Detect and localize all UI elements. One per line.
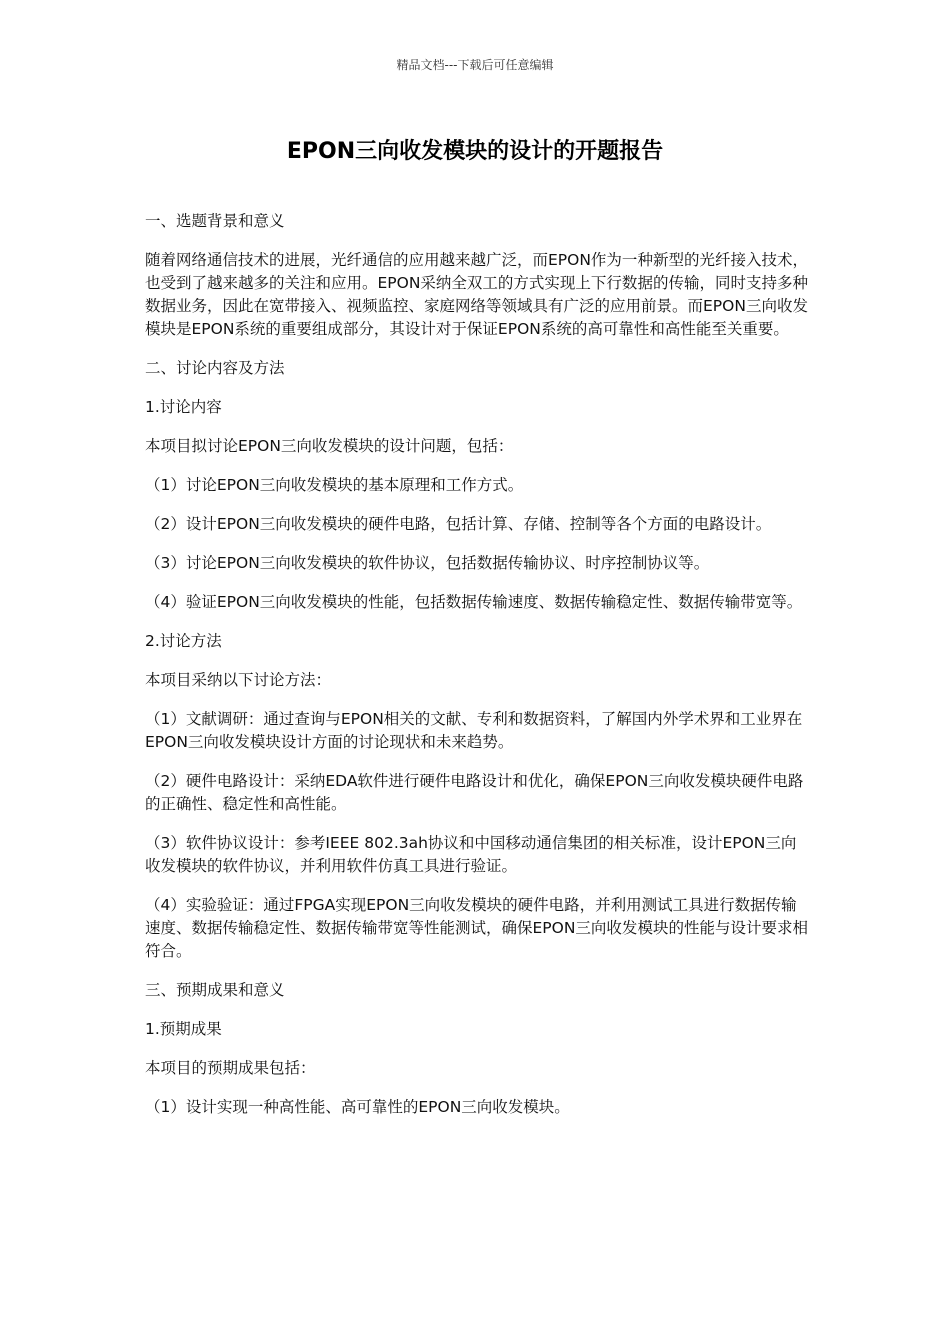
paragraph-research-intro: 本项目拟讨论EPON三向收发模块的设计问题，包括： xyxy=(145,437,514,455)
section-heading-outcomes: 三、预期成果和意义 xyxy=(145,981,285,999)
section-heading-research: 二、讨论内容及方法 xyxy=(145,359,285,377)
subheading-research-content: 1.讨论内容 xyxy=(145,398,222,416)
list-item: （4）实验验证：通过FPGA实现EPON三向收发模块的硬件电路，并利用测试工具进行数据传输速度、数据传输稳定性、数据传输带宽等性能测试，确保EPON三向收发模块的性能与设计要求相符合。 xyxy=(145,896,808,960)
list-item: （1）讨论EPON三向收发模块的基本原理和工作方式。 xyxy=(145,476,524,494)
list-item: （3）讨论EPON三向收发模块的软件协议，包括数据传输协议、时序控制协议等。 xyxy=(145,554,710,572)
list-item: （1）设计实现一种高性能、高可靠性的EPON三向收发模块。 xyxy=(145,1098,570,1116)
document-title: EPON三向收发模块的设计的开题报告 xyxy=(286,139,664,164)
subheading-research-method: 2.讨论方法 xyxy=(145,632,222,650)
list-item: （3）软件协议设计：参考IEEE 802.3ah协议和中国移动通信集团的相关标准，设计EPON三向收发模块的软件协议，并利用软件仿真工具进行验证。 xyxy=(145,834,797,875)
subheading-expected-results: 1.预期成果 xyxy=(145,1020,222,1038)
list-item: （2）硬件电路设计：采纳EDA软件进行硬件电路设计和优化，确保EPON三向收发模块硬件电路的正确性、稳定性和高性能。 xyxy=(145,772,804,813)
list-item: （2）设计EPON三向收发模块的硬件电路，包括计算、存储、控制等各个方面的电路设计。 xyxy=(145,515,772,533)
paragraph-background: 随着网络通信技术的进展，光纤通信的应用越来越广泛，而EPON作为一种新型的光纤接入技术，也受到了越来越多的关注和应用。EPON采纳全双工的方式实现上下行数据的传输，同时支持多种数据业务，因此在宽带接入、视频监控、家庭网络等领域具有广泛的应用前景。而EPON三向收发模块是EPON系统的重要组成部分，其设计对于保证EPON系统的高可靠性和高性能至关重要。 xyxy=(145,251,808,338)
paragraph-method-intro: 本项目采纳以下讨论方法： xyxy=(145,671,332,689)
document-body xyxy=(145,210,810,1135)
list-item: （4）验证EPON三向收发模块的性能，包括数据传输速度、数据传输稳定性、数据传输带宽等。 xyxy=(145,593,803,611)
section-heading-background: 一、选题背景和意义 xyxy=(145,212,285,230)
list-item: （1）文献调研：通过查询与EPON相关的文献、专利和数据资料，了解国内外学术界和工业界在EPON三向收发模块设计方面的讨论现状和未来趋势。 xyxy=(145,710,803,751)
page-header: 精品文档---下载后可任意编辑 xyxy=(396,58,554,72)
paragraph-results-intro: 本项目的预期成果包括： xyxy=(145,1059,316,1077)
